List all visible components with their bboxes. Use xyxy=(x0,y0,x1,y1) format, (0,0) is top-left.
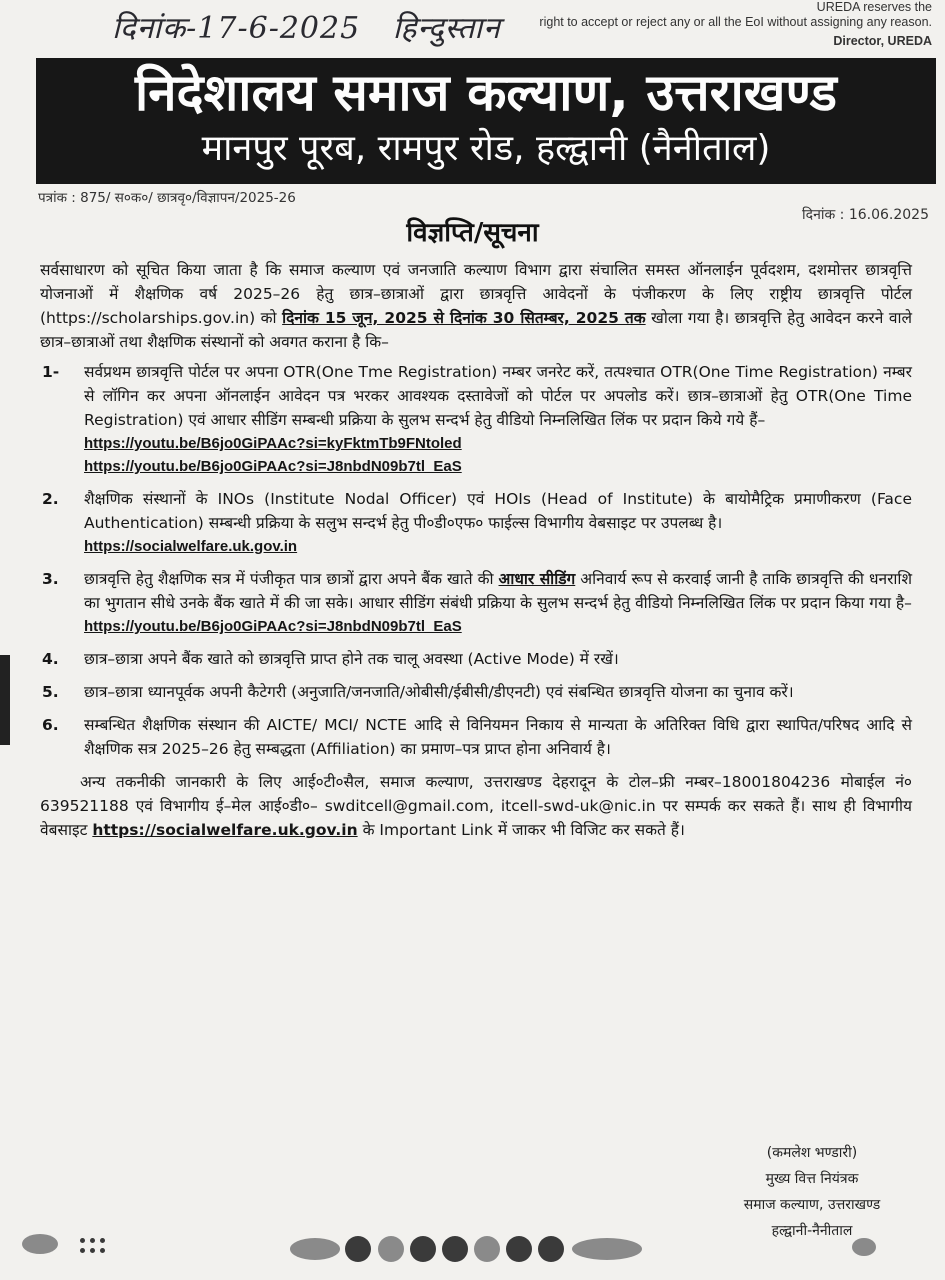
reference-number: पत्रांक : 875/ स०क०/ छात्रवृ०/विज्ञापन/2025-26 xyxy=(38,190,296,206)
list-item: 6. सम्बन्धित शैक्षणिक संस्थान की AICTE/ MCI/ NCTE आदि से विनियमन निकाय से मान्यता के अतिरिक्त विधि द्वारा स्थापित/परिषद आदि से शैक्षणिक सत्र 2025–26 हेतु सम्बद्धता (Affiliation) का प्रमाण–पत्र प्राप्त होना अनिवार्य है। xyxy=(42,716,912,758)
video-link[interactable]: https://youtu.be/B6jo0GiPAAc?si=J8nbdN09b7tl_EaS xyxy=(84,458,462,475)
signatory-designation: मुख्य वित्त नियंत्रक xyxy=(765,1171,859,1187)
registration-dot xyxy=(345,1236,371,1262)
registration-dot xyxy=(572,1238,642,1260)
registration-dot xyxy=(80,1248,85,1253)
list-item: 1- सर्वप्रथम छात्रवृत्ति पोर्टल पर अपना OTR(One Tme Registration) नम्बर जनरेट करें, तत्पश्चात OTR(One Time Registration) नम्बर से लॉगिन कर अपना ऑनलाईन आवेदन पत्र भरकर आवश्यक दस्तावेजों को पोर्टल पर अपलोड करें। छात्र–छात्राओं हेतु OTR(One Time Registration) एवं आधार सीडिंग सम्बन्धी प्रक्रिया के सुलभ सन्दर्भ हेतु वीडियो निम्नलिखित लिंक पर प्रदान किये गये हैं– https://youtu.be/B6jo0GiPAAc?si=kyFktmTb9FNtoled https://youtu.be/B6jo0GiPAAc?si=J8nbdN09b7tl_EaS xyxy=(40,360,912,478)
closing-paragraph: अन्य तकनीकी जानकारी के लिए आई०टी०सैल, समाज कल्याण, उत्तराखण्ड देहरादून के टोल–फ्री नम्बर–18001804236 मोबाईल नं० 639521188 एवं विभागीय ई–मेल आई०डी०– swditcell@gmail.com, itcell-swd-uk@nic.in पर सम्पर्क कर सकते हैं। साथ ही विभागीय वेबसाइट https://socialwelfare.uk.gov.in के Important Link में जाकर भी विजिट कर सकते हैं। xyxy=(40,773,912,839)
notice-body xyxy=(40,258,912,842)
signatory-location: हल्द्वानी-नैनीताल xyxy=(771,1223,853,1239)
registration-dot xyxy=(474,1236,500,1262)
registration-dot xyxy=(378,1236,404,1262)
registration-dot xyxy=(22,1234,58,1254)
registration-dot xyxy=(410,1236,436,1262)
website-link[interactable]: https://socialwelfare.uk.gov.in xyxy=(84,538,298,555)
header-banner xyxy=(36,58,936,184)
organization-name: निदेशालय समाज कल्याण, उत्तराखण्ड xyxy=(135,64,837,123)
print-registration-marks xyxy=(0,1228,945,1268)
registration-dot xyxy=(538,1236,564,1262)
signatory-office: समाज कल्याण, उत्तराखण्ड xyxy=(743,1197,881,1213)
page-edge-shadow xyxy=(0,655,10,745)
registration-dot xyxy=(442,1236,468,1262)
video-link[interactable]: https://youtu.be/B6jo0GiPAAc?si=kyFktmTb9FNtoled xyxy=(84,435,462,452)
intro-paragraph: सर्वसाधारण को सूचित किया जाता है कि समाज कल्याण एवं जनजाति कल्याण विभाग द्वारा संचालित समस्त ऑनलाईन पूर्वदशम, दशमोत्तर छात्रवृत्ति योजनाओं में शैक्षणिक वर्ष 2025–26 हेतु छात्र–छात्राओं द्वारा छात्रवृत्ति आवेदनों के पंजीकरण के लिए राष्ट्रीय छात्रवृत्ति पोर्टल (https://scholarships.gov.in) को दिनांक 15 जून, 2025 से दिनांक 30 सितम्बर, 2025 तक खोला गया है। छात्रवृत्ति हेतु आवेदन करने वाले छात्र–छात्राओं तथा शैक्षणिक संस्थानों को अवगत कराना है कि– xyxy=(40,261,913,351)
previous-notice-signatory: Director, UREDA xyxy=(833,34,932,48)
registration-dot xyxy=(100,1238,105,1243)
handwritten-date: दिनांक-17-6-2025 हिन्दुस्तान xyxy=(112,11,501,46)
signatory-name: (कमलेश भण्डारी) xyxy=(766,1145,858,1161)
application-window: दिनांक 15 जून, 2025 से दिनांक 30 सितम्बर, 2025 तक xyxy=(282,309,646,327)
previous-notice-fragment: UREDA reserves the right to accept or reject any or all the EoI without assigning any reason. Director, UREDA xyxy=(462,0,932,49)
organization-address: मानपुर पूरब, रामपुर रोड, हल्द्वानी (नैनीताल) xyxy=(201,128,771,169)
registration-dot xyxy=(852,1238,876,1256)
handwritten-paper: हिन्दुस्तान xyxy=(392,11,501,46)
instruction-list xyxy=(40,360,912,761)
list-item: 2. शैक्षणिक संस्थानों के INOs (Institute Nodal Officer) एवं HOIs (Head of Institute) के बायोमैट्रिक प्रमाणीकरण (Face Authentication) सम्बन्धी प्रक्रिया के सलुभ सन्दर्भ हेतु पी०डी०एफ० फाईल्स विभागीय वेबसाइट पर उपलब्ध है। https://socialwelfare.uk.gov.in xyxy=(40,487,912,558)
list-item: 3. छात्रवृत्ति हेतु शैक्षणिक सत्र में पंजीकृत पात्र छात्रों द्वारा अपने बैंक खाते की आधार सीडिंग अनिवार्य रूप से करवाई जानी है ताकि छात्रवृत्ति की धनराशि का भुगतान सीधे उनके बैंक खाते में की जा सके। आधार सीडिंग संबंधी प्रक्रिया के सुलभ सन्दर्भ हेतु वीडियो निम्नलिखित लिंक पर प्रदान किया गया है– https://youtu.be/B6jo0GiPAAc?si=J8nbdN09b7tl_EaS xyxy=(40,567,912,638)
list-item: 4. छात्र–छात्रा अपने बैंक खाते को छात्रवृत्ति प्राप्त होने तक चालू अवस्था (Active Mode) में रखें। xyxy=(42,650,619,668)
notice-date: दिनांक : 16.06.2025 xyxy=(802,207,929,223)
video-link[interactable]: https://youtu.be/B6jo0GiPAAc?si=J8nbdN09b7tl_EaS xyxy=(84,618,462,635)
registration-dot xyxy=(290,1238,340,1260)
registration-dot xyxy=(90,1238,95,1243)
aadhaar-seeding: आधार सीडिंग xyxy=(498,570,576,588)
registration-dot xyxy=(506,1236,532,1262)
registration-dot xyxy=(80,1238,85,1243)
registration-dot xyxy=(90,1248,95,1253)
website-link[interactable]: https://socialwelfare.uk.gov.in xyxy=(92,821,358,839)
list-item: 5. छात्र–छात्रा ध्यानपूर्वक अपनी कैटेगरी (अनुजाति/जनजाति/ओबीसी/ईबीसी/डीएनटी) एवं संबन्धित छात्रवृत्ति योजना का चुनाव करें। xyxy=(42,683,794,701)
registration-dot xyxy=(100,1248,105,1253)
notice-title: विज्ञप्ति/सूचना xyxy=(406,218,539,248)
